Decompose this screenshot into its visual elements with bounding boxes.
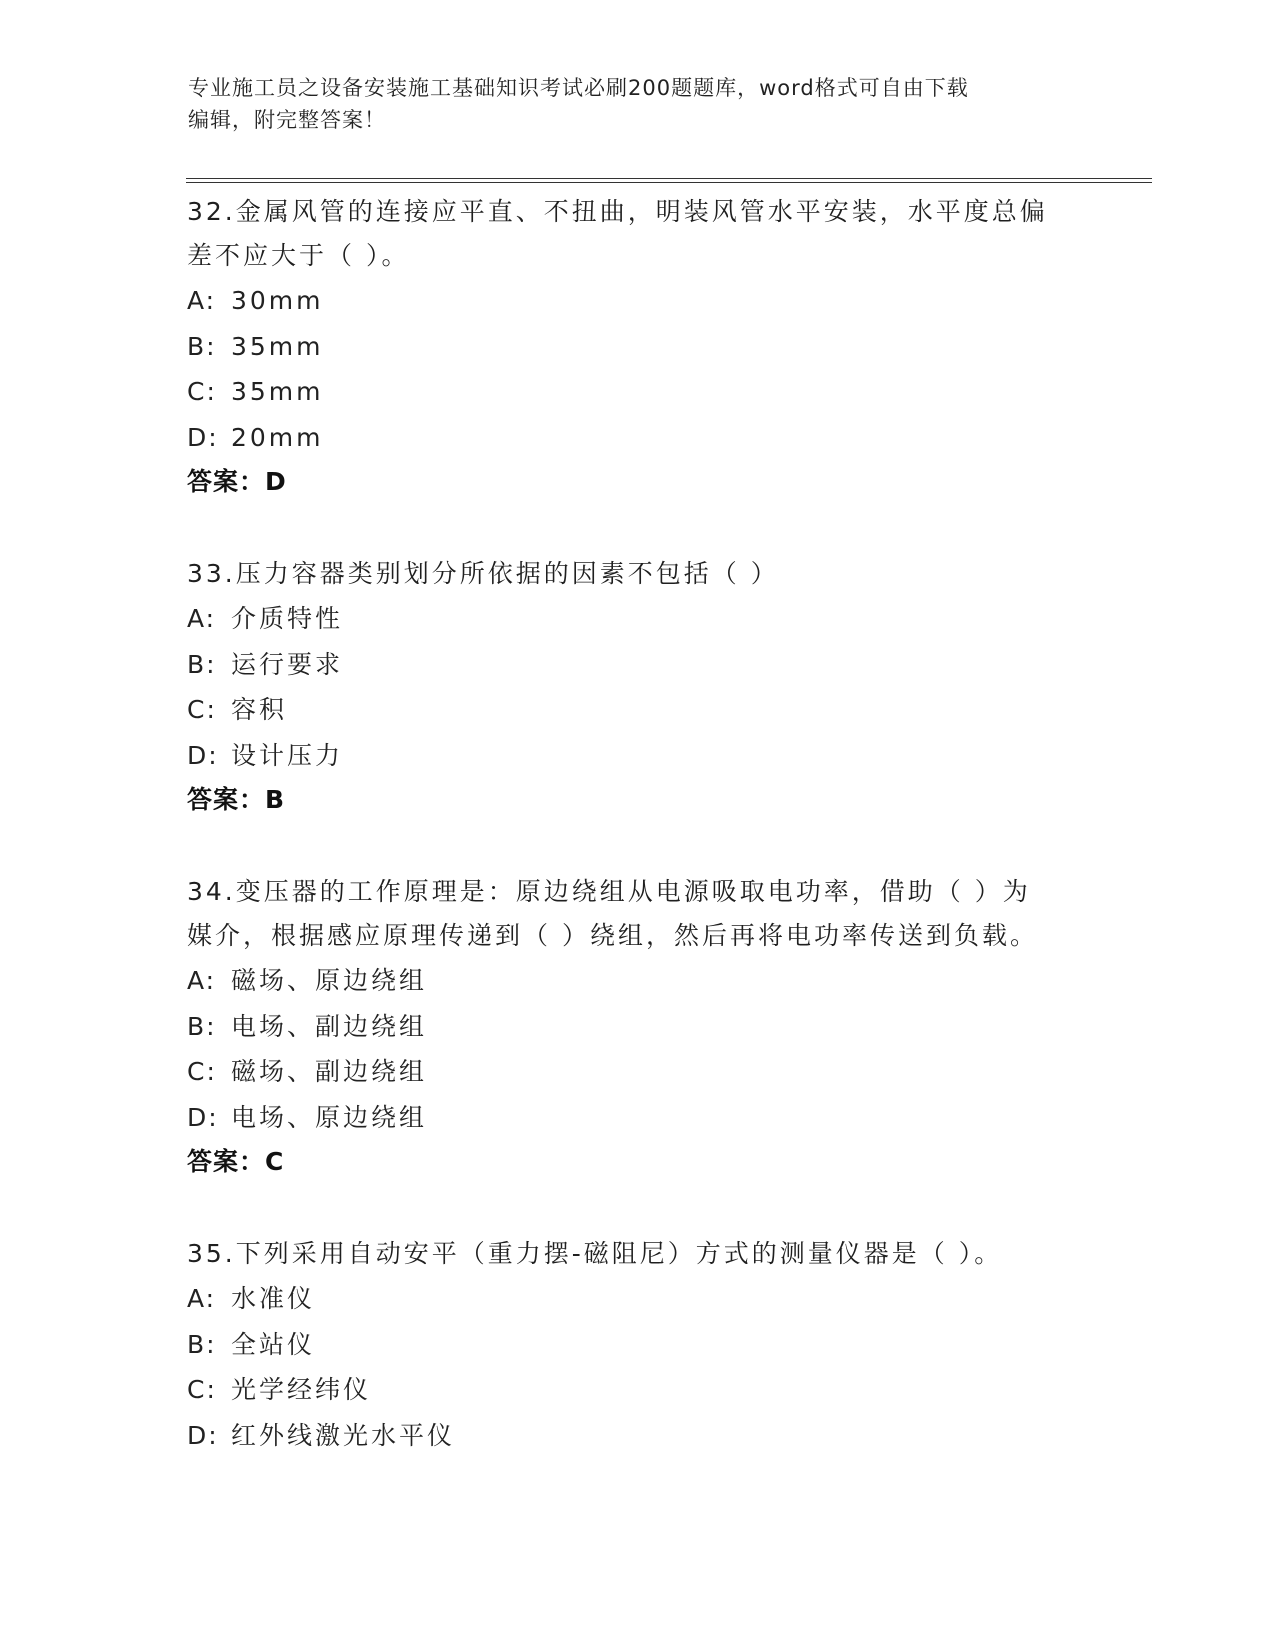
option-text: 介质特性 bbox=[231, 604, 344, 633]
answer-line: 答案：D bbox=[187, 467, 287, 496]
option-label: D: bbox=[187, 1102, 219, 1132]
option-a bbox=[187, 1276, 1087, 1322]
question-32 bbox=[187, 190, 1087, 504]
option-text: 水准仪 bbox=[231, 1284, 316, 1313]
option-label: A: bbox=[187, 286, 217, 315]
option-a bbox=[187, 596, 1087, 642]
question-stem-line: 媒介，根据感应原理传递到（ ）绕组，然后再将电功率传送到负载。 bbox=[187, 921, 1038, 950]
question-stem bbox=[187, 190, 1087, 278]
option-label: C: bbox=[187, 1375, 217, 1404]
option-text: 35mm bbox=[231, 377, 324, 406]
question-stem-line: 35.下列采用自动安平（重力摆-磁阻尼）方式的测量仪器是（ ）。 bbox=[187, 1239, 1003, 1268]
option-text: 35mm bbox=[231, 331, 324, 361]
option-label: A: bbox=[187, 604, 217, 633]
header-divider-top bbox=[186, 178, 1152, 179]
question-stem bbox=[187, 552, 1087, 596]
option-b bbox=[187, 1004, 1087, 1050]
option-text: 30mm bbox=[231, 286, 324, 315]
header-line-1: 专业施工员之设备安装施工基础知识考试必刷200题题库，word格式可自由下载 bbox=[188, 76, 969, 100]
question-list bbox=[187, 186, 1087, 1506]
option-text: 全站仪 bbox=[231, 1329, 316, 1359]
option-label: D: bbox=[187, 1420, 219, 1450]
option-d bbox=[187, 415, 1087, 461]
option-b bbox=[187, 642, 1087, 688]
option-c bbox=[187, 369, 1087, 415]
option-text: 磁场、副边绕组 bbox=[231, 1057, 428, 1086]
option-b bbox=[187, 1322, 1087, 1368]
option-label: D: bbox=[187, 740, 219, 770]
option-label: C: bbox=[187, 1057, 217, 1086]
header-divider-bottom bbox=[186, 182, 1152, 183]
option-label: B: bbox=[187, 649, 217, 679]
document-header bbox=[188, 72, 1088, 136]
option-label: A: bbox=[187, 966, 217, 995]
header-line-2: 编辑，附完整答案！ bbox=[188, 108, 386, 132]
option-text: 红外线激光水平仪 bbox=[231, 1420, 456, 1450]
option-text: 电场、原边绕组 bbox=[231, 1102, 428, 1132]
question-stem bbox=[187, 1232, 1087, 1276]
option-a bbox=[187, 278, 1087, 324]
option-text: 电场、副边绕组 bbox=[231, 1011, 428, 1041]
option-label: A: bbox=[187, 1284, 217, 1313]
option-text: 光学经纬仪 bbox=[231, 1375, 372, 1404]
option-d bbox=[187, 1095, 1087, 1141]
question-stem-line: 差不应大于（ ）。 bbox=[187, 241, 410, 270]
option-label: B: bbox=[187, 1329, 217, 1359]
question-33 bbox=[187, 552, 1087, 822]
option-text: 设计压力 bbox=[231, 740, 344, 770]
option-label: C: bbox=[187, 695, 217, 724]
answer-line: 答案：C bbox=[187, 1147, 285, 1176]
option-text: 运行要求 bbox=[231, 649, 344, 679]
option-label: B: bbox=[187, 331, 217, 361]
option-text: 磁场、原边绕组 bbox=[231, 966, 428, 995]
question-stem bbox=[187, 870, 1087, 958]
option-label: D: bbox=[187, 422, 219, 452]
question-34 bbox=[187, 870, 1087, 1184]
option-text: 20mm bbox=[231, 422, 324, 452]
option-label: B: bbox=[187, 1011, 217, 1041]
option-label: C: bbox=[187, 377, 217, 406]
question-stem-line: 34.变压器的工作原理是：原边绕组从电源吸取电功率，借助（ ）为 bbox=[187, 877, 1031, 906]
question-stem-line: 33.压力容器类别划分所依据的因素不包括（ ） bbox=[187, 559, 779, 588]
option-c bbox=[187, 1367, 1087, 1413]
question-35 bbox=[187, 1232, 1087, 1458]
question-stem-line: 32.金属风管的连接应平直、不扭曲，明装风管水平安装，水平度总偏 bbox=[187, 197, 1048, 226]
option-d bbox=[187, 1413, 1087, 1459]
option-text: 容积 bbox=[231, 695, 288, 724]
option-a bbox=[187, 958, 1087, 1004]
option-c bbox=[187, 1049, 1087, 1095]
option-b bbox=[187, 324, 1087, 370]
option-d bbox=[187, 733, 1087, 779]
option-c bbox=[187, 687, 1087, 733]
answer-line: 答案：B bbox=[187, 785, 286, 814]
